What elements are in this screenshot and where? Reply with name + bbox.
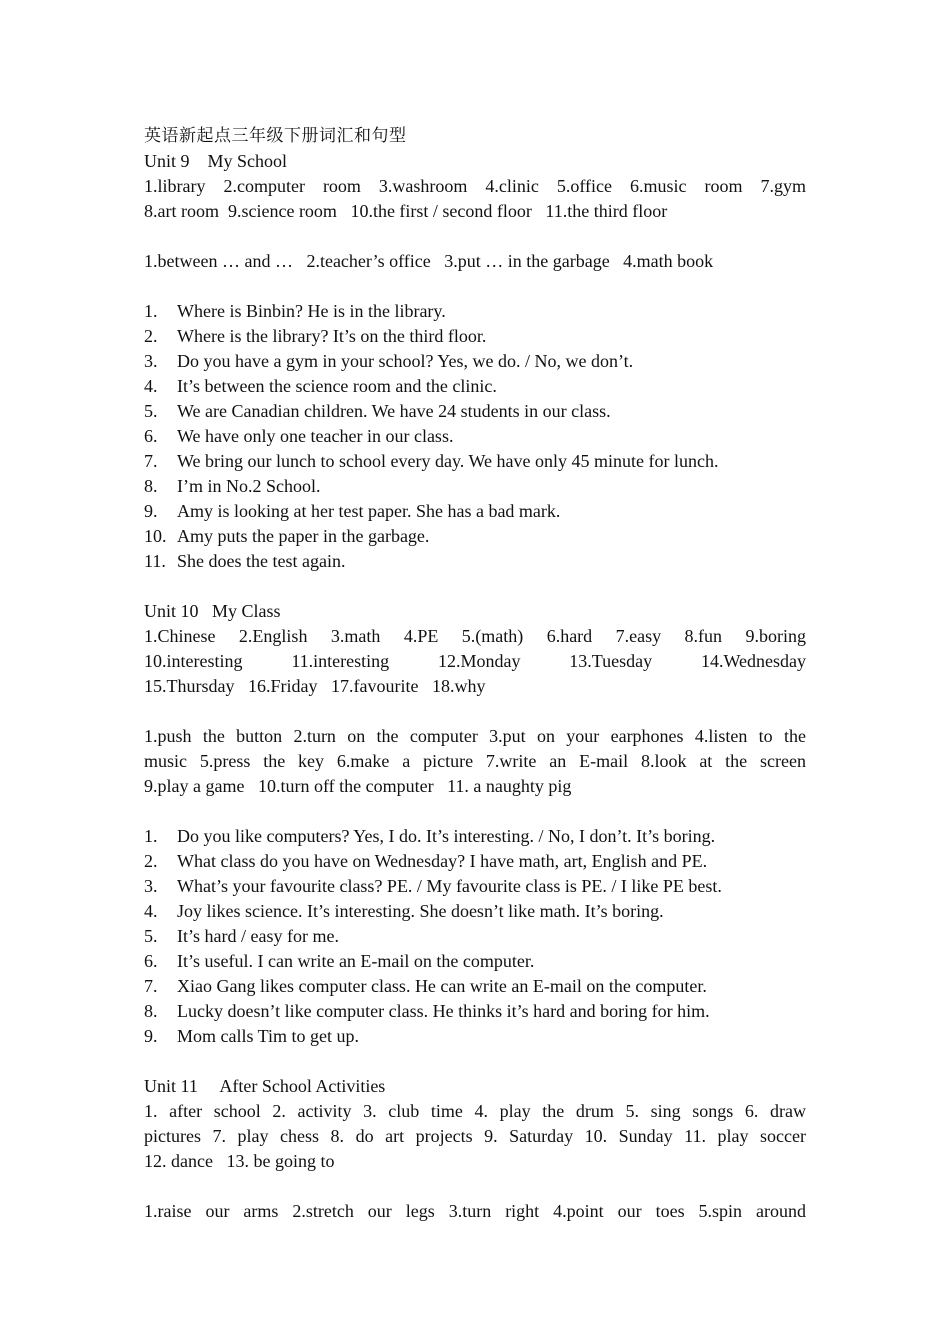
- unit10-phrases-line: music 5.press the key 6.make a picture 7.write an E-mail 8.look at the screen: [144, 751, 806, 771]
- spacer: [144, 1174, 806, 1199]
- list-item: 4. It’s between the science room and the clinic.: [144, 376, 497, 396]
- spacer: [144, 799, 806, 824]
- unit9-vocab-line: 8.art room 9.science room 10.the first / second floor 11.the third floor: [144, 201, 668, 221]
- list-item: 5. We are Canadian children. We have 24 students in our class.: [144, 401, 611, 421]
- list-item: 3. What’s your favourite class? PE. / My favourite class is PE. / I like PE best.: [144, 876, 722, 896]
- document-page: [144, 124, 806, 1224]
- list-item: 11. She does the test again.: [144, 551, 346, 571]
- list-item: 1. Do you like computers? Yes, I do. It’s interesting. / No, I don’t. It’s boring.: [144, 826, 716, 846]
- list-item: 9. Mom calls Tim to get up.: [144, 1026, 360, 1046]
- spacer: [144, 699, 806, 724]
- list-item: 2. What class do you have on Wednesday? I have math, art, English and PE.: [144, 851, 708, 871]
- unit10-sentence-list: [144, 824, 806, 1049]
- unit11-vocab-line: 1. after school 2. activity 3. club time 4. play the drum 5. sing songs 6. draw: [144, 1101, 806, 1121]
- unit11-vocab-line: 12. dance 13. be going to: [144, 1151, 335, 1171]
- unit11-vocab-line: pictures 7. play chess 8. do art projects 9. Saturday 10. Sunday 11. play soccer: [144, 1126, 806, 1146]
- unit10-phrases-line: 9.play a game 10.turn off the computer 11. a naughty pig: [144, 776, 572, 796]
- list-item: 6. It’s useful. I can write an E-mail on the computer.: [144, 951, 535, 971]
- spacer: [144, 274, 806, 299]
- unit10-vocab-line: 10.interesting 11.interesting 12.Monday 13.Tuesday 14.Wednesday: [144, 651, 806, 671]
- list-item: 1. Where is Binbin? He is in the library.: [144, 301, 446, 321]
- list-item: 8. I’m in No.2 School.: [144, 476, 321, 496]
- unit9-sentence-list: [144, 299, 806, 574]
- list-item: 2. Where is the library? It’s on the third floor.: [144, 326, 487, 346]
- document-title: 英语新起点三年级下册词汇和句型: [144, 126, 407, 146]
- spacer: [144, 574, 806, 599]
- list-item: 5. It’s hard / easy for me.: [144, 926, 339, 946]
- list-item: 7. We bring our lunch to school every day. We have only 45 minute for lunch.: [144, 451, 719, 471]
- list-item: 4. Joy likes science. It’s interesting. She doesn’t like math. It’s boring.: [144, 901, 664, 921]
- unit11-phrases-line: 1.raise our arms 2.stretch our legs 3.turn right 4.point our toes 5.spin around: [144, 1201, 806, 1221]
- unit9-heading: Unit 9 My School: [144, 151, 288, 171]
- unit10-heading: Unit 10 My Class: [144, 601, 281, 621]
- list-item: 10. Amy puts the paper in the garbage.: [144, 526, 430, 546]
- spacer: [144, 224, 806, 249]
- spacer: [144, 1049, 806, 1074]
- unit11-heading: Unit 11 After School Activities: [144, 1076, 386, 1096]
- list-item: 3. Do you have a gym in your school? Yes, we do. / No, we don’t.: [144, 351, 634, 371]
- unit10-vocab-line: 15.Thursday 16.Friday 17.favourite 18.why: [144, 676, 486, 696]
- unit9-vocab-line: 1.library 2.computer room 3.washroom 4.clinic 5.office 6.music room 7.gym: [144, 176, 806, 196]
- list-item: 6. We have only one teacher in our class.: [144, 426, 454, 446]
- list-item: 8. Lucky doesn’t like computer class. He thinks it’s hard and boring for him.: [144, 1001, 710, 1021]
- unit10-phrases-line: 1.push the button 2.turn on the computer 3.put on your earphones 4.listen to the: [144, 726, 806, 746]
- unit10-vocab-line: 1.Chinese 2.English 3.math 4.PE 5.(math) 6.hard 7.easy 8.fun 9.boring: [144, 626, 806, 646]
- unit9-phrases-line: 1.between … and … 2.teacher’s office 3.put … in the garbage 4.math book: [144, 251, 714, 271]
- list-item: 9. Amy is looking at her test paper. She has a bad mark.: [144, 501, 561, 521]
- list-item: 7. Xiao Gang likes computer class. He can write an E-mail on the computer.: [144, 976, 707, 996]
